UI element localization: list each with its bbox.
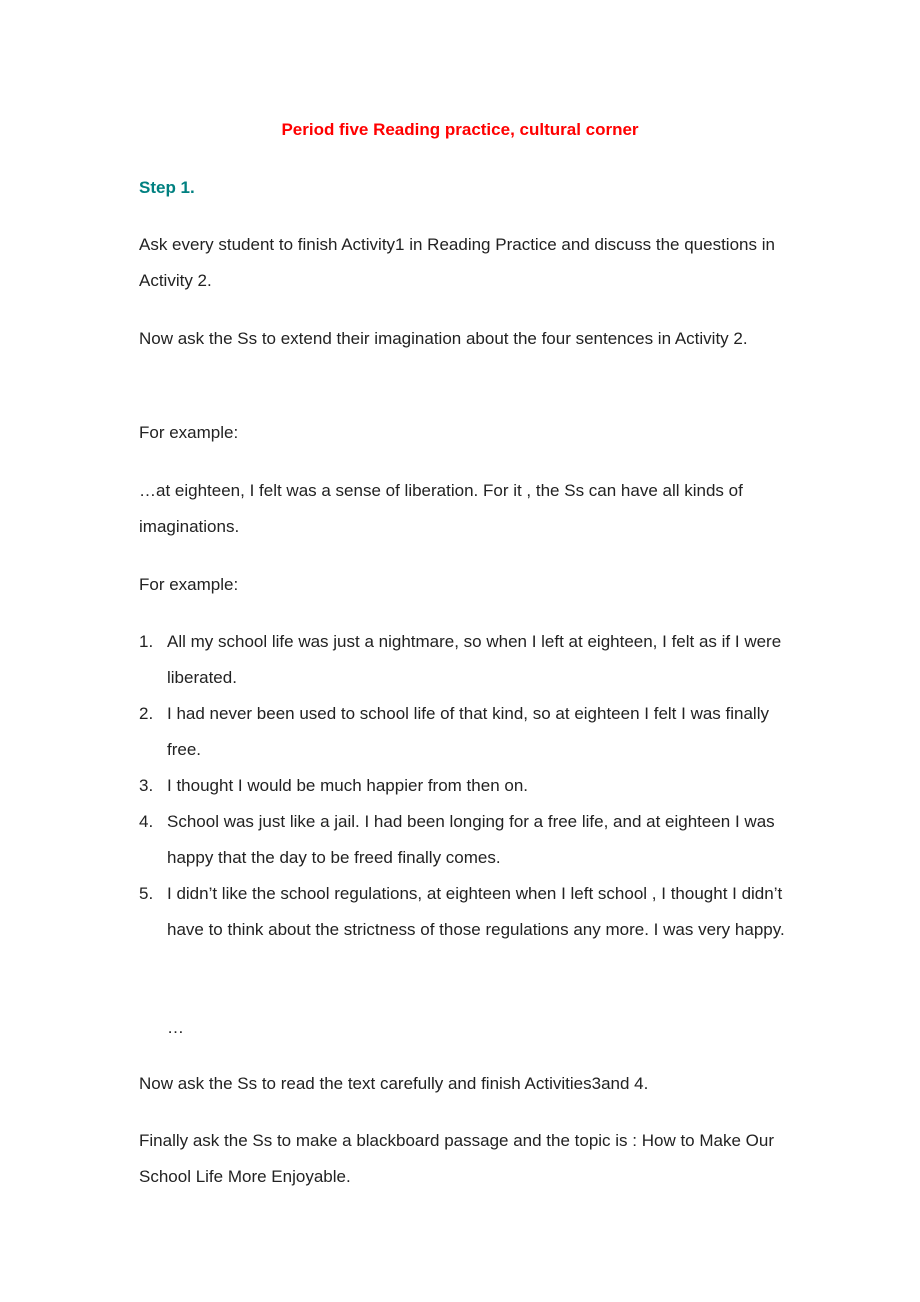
list-number: 4. xyxy=(139,812,154,831)
list-number: 1. xyxy=(139,632,154,651)
list-text: I thought I would be much happier from then on. xyxy=(167,776,529,795)
examples-list xyxy=(139,624,789,948)
list-item xyxy=(139,768,789,804)
paragraph-activities-3-4: Now ask the Ss to read the text carefully and finish Activities3and 4. xyxy=(139,1074,649,1093)
paragraph-for-example-2: For example: xyxy=(139,575,239,594)
list-item xyxy=(139,624,789,696)
ellipsis: … xyxy=(167,1018,184,1037)
list-text: School was just like a jail. I had been longing for a free life, and at eighteen I was happy that the day to be freed finally comes. xyxy=(167,812,775,867)
list-item xyxy=(139,876,789,948)
page-title: Period five Reading practice, cultural corner xyxy=(281,120,639,139)
list-number: 2. xyxy=(139,704,154,723)
paragraph-activity-instructions: Ask every student to finish Activity1 in Reading Practice and discuss the questions in Activity 2. xyxy=(139,235,775,290)
paragraph-extend-imagination: Now ask the Ss to extend their imagination about the four sentences in Activity 2. xyxy=(139,329,748,348)
list-text: I didn’t like the school regulations, at eighteen when I left school , I thought I didn’t have to think about the strictness of those regulations any more. I was very happy. xyxy=(167,884,785,939)
list-item xyxy=(139,696,789,768)
paragraph-liberation-quote: …at eighteen, I felt was a sense of liberation. For it , the Ss can have all kinds of imaginations. xyxy=(139,481,743,536)
list-text: All my school life was just a nightmare, so when I left at eighteen, I felt as if I were liberated. xyxy=(167,632,782,687)
list-item xyxy=(139,804,789,876)
list-number: 3. xyxy=(139,776,154,795)
paragraph-for-example-1: For example: xyxy=(139,423,239,442)
list-number: 5. xyxy=(139,884,154,903)
list-text: I had never been used to school life of that kind, so at eighteen I felt I was finally free. xyxy=(167,704,769,759)
paragraph-blackboard-passage: Finally ask the Ss to make a blackboard passage and the topic is : How to Make Our School Life More Enjoyable. xyxy=(139,1131,774,1186)
step-heading: Step 1. xyxy=(139,178,195,197)
